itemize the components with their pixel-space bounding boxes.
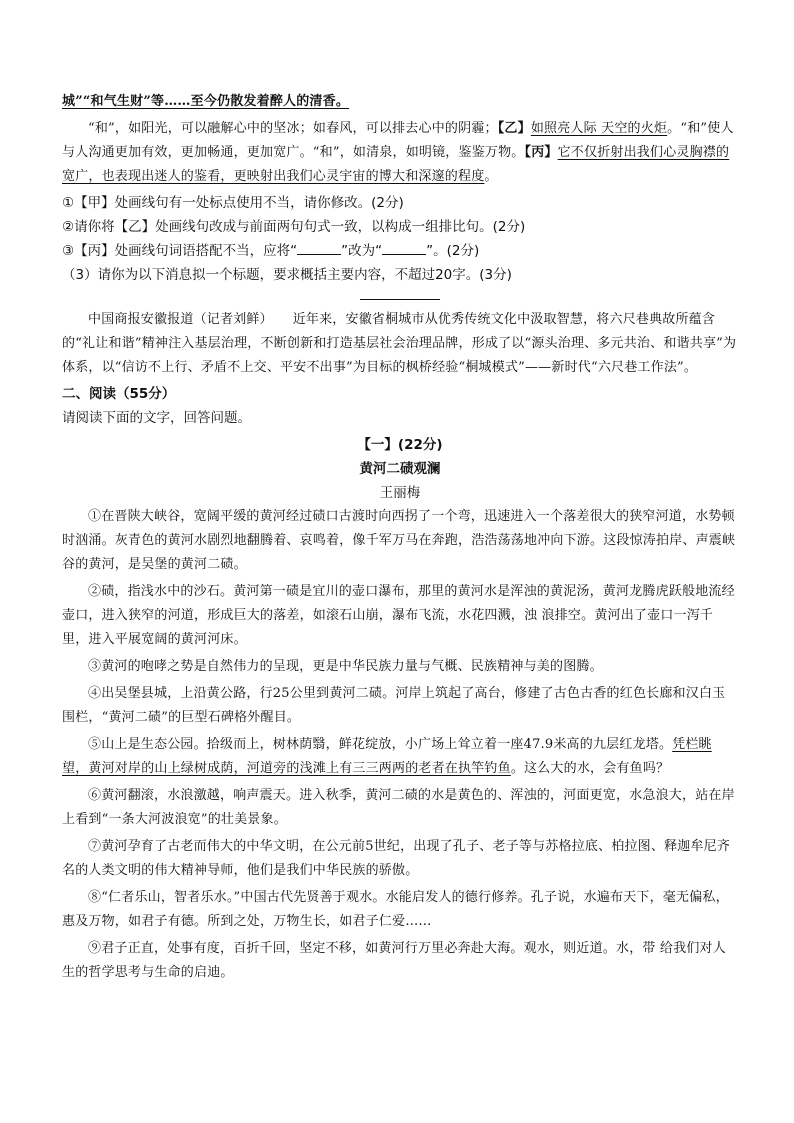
part-label: 【一】(22分) — [357, 437, 443, 453]
intro-paragraph — [62, 117, 738, 189]
question-3-a: ③【丙】处画线句词语搭配不当，应将“ — [62, 243, 298, 259]
news-paragraph: 中国商报安徽报道（记者刘鲜） 近年来，安徽省桐城市从优秀传统文化中汲取智慧，将六尺巷典故所蕴含的“礼让和谐”精神注入基层治理，不断创新和打造基层社会治理品牌，形成了以“源头治理、多元共治、和谐共享”为体系，以“信访不上行、矛盾不上交、平安不出事”为目标的枫桥经验“桐城模式”——新时代“六尺巷工作法”。 — [62, 312, 737, 375]
question-2: ②请你将【乙】处画线句改成与前面两句句式一致，以构成一组排比句。(2分) — [62, 219, 526, 235]
question-3 — [62, 239, 738, 263]
mark-yi: 【乙】 — [497, 121, 531, 136]
mark-bing: 【丙】 — [524, 145, 558, 160]
question-3-c: ”。(2分) — [426, 243, 480, 259]
section-heading: 二、阅读（55分） — [62, 386, 176, 402]
article-paragraph-8: ⑧“仁者乐山，智者乐水。”中国古代先贤善于观水。水能启发人的德行修养。孔子说，水遍布天下，毫无偏私，惠及万物，如君子有德。所到之处，万物生长，如君子仁爱…… — [62, 890, 729, 929]
title-answer-line[interactable] — [360, 299, 440, 300]
answer-blank-2[interactable] — [382, 240, 426, 255]
intro-line-0-text: 城”“和气生财”等……至今仍散发着醉人的清香。 — [62, 94, 350, 109]
answer-blank-1[interactable] — [297, 240, 341, 255]
article-p5-underlined: 凭栏眺望，黄河对岸的山上绿树成荫，河道旁的浅滩上有三三两两的老者在执竿钓鱼 — [62, 737, 712, 776]
intro-p1-b: 。“和”使人与人沟通更加有效，更加畅通，更加宽广。“和”，如清泉，如明镜，鉴鉴万物。 — [62, 121, 734, 160]
exam-page — [62, 90, 738, 985]
article-paragraph-4: ④出吴堡县城，上沿黄公路，行25公里到黄河二碛。河岸上筑起了高台，修建了古色古香的红色长廊和汉白玉围栏，“黄河二碛”的巨型石碑格外醒目。 — [62, 686, 726, 725]
article-paragraph-3: ③黄河的咆哮之势是自然伟力的呈现，更是中华民族力量与气概、民族精神与美的图腾。 — [88, 659, 603, 674]
section-instruction: 请阅读下面的文字，回答问题。 — [62, 410, 251, 426]
intro-p1-a: “和”，如阳光，可以融解心中的坚冰；如春风，可以排去心中的阴霾； — [88, 121, 498, 136]
question-1: ①【甲】处画线句有一处标点使用不当，请你修改。(2分) — [62, 195, 404, 211]
yi-underlined-sentence: 如照亮人际 天空的火炬 — [530, 121, 668, 136]
article-p5-a: ⑤山上是生态公园。拾级而上，树林荫翳，鲜花绽放，小广场上耸立着一座47.9米高的九层红龙塔。 — [88, 737, 673, 752]
question-4: （3）请你为以下消息拟一个标题，要求概括主要内容，不超过20字。(3分) — [62, 267, 512, 283]
question-3-b: ”改为“ — [341, 243, 383, 259]
article-paragraph-9: ⑨君子正直，处事有度，百折千回，坚定不移，如黄河行万里必奔赴大海。观水，则近道。水，带 给我们对人生的哲学思考与生命的启迪。 — [62, 941, 726, 980]
article-paragraph-2: ②碛，指浅水中的沙石。黄河第一碛是宜川的壶口瀑布，那里的黄河水是浑浊的黄泥汤，黄河龙腾虎跃般地流经壶口，进入狭窄的河道，形成巨大的落差，如滚石山崩，瀑布飞流，水花四溅，浊 浪排空。黄河出了壶口一泻千里，进入平展宽阔的黄河河床。 — [62, 584, 735, 647]
bing-underlined-sentence: 它不仅折射出我们心灵胸襟的宽广，也表现出迷人的鉴看，更映射出我们心灵宇宙的博大和深邃的程度 — [62, 145, 730, 184]
intro-line-0 — [62, 90, 738, 114]
article-author: 王丽梅 — [379, 485, 421, 501]
article-paragraph-1: ①在晋陕大峡谷，宽阔平缓的黄河经过碛口古渡时向西拐了一个弯，迅速进入一个落差很大的狭窄河道，水势顿时汹涌。灰青色的黄河水剧烈地翻腾着、哀鸣着，像千军万马在奔跑，浩浩荡荡地冲向下游。这段惊涛拍岸、声震峡谷的黄河，是吴堡的黄河二碛。 — [62, 509, 736, 572]
article-paragraph-7: ⑦黄河孕育了古老而伟大的中华文明，在公元前5世纪，出现了孔子、老子等与苏格拉底、柏拉图、释迦牟尼齐名的人类文明的伟大精神导师，他们是我们中华民族的骄傲。 — [62, 839, 731, 878]
article-paragraph-5 — [62, 733, 738, 781]
article-p5-b: 。这么大的水，会有鱼吗？ — [510, 761, 670, 776]
article-paragraph-6: ⑥黄河翻滚，水浪激越，响声震天。进入秋季，黄河二碛的水是黄色的、浑浊的，河面更宽，水急浪大，站在岸上看到“一条大河波浪宽”的壮美景象。 — [62, 788, 735, 827]
article-title: 黄河二碛观澜 — [359, 461, 441, 477]
intro-p1-end: 。 — [484, 169, 498, 184]
